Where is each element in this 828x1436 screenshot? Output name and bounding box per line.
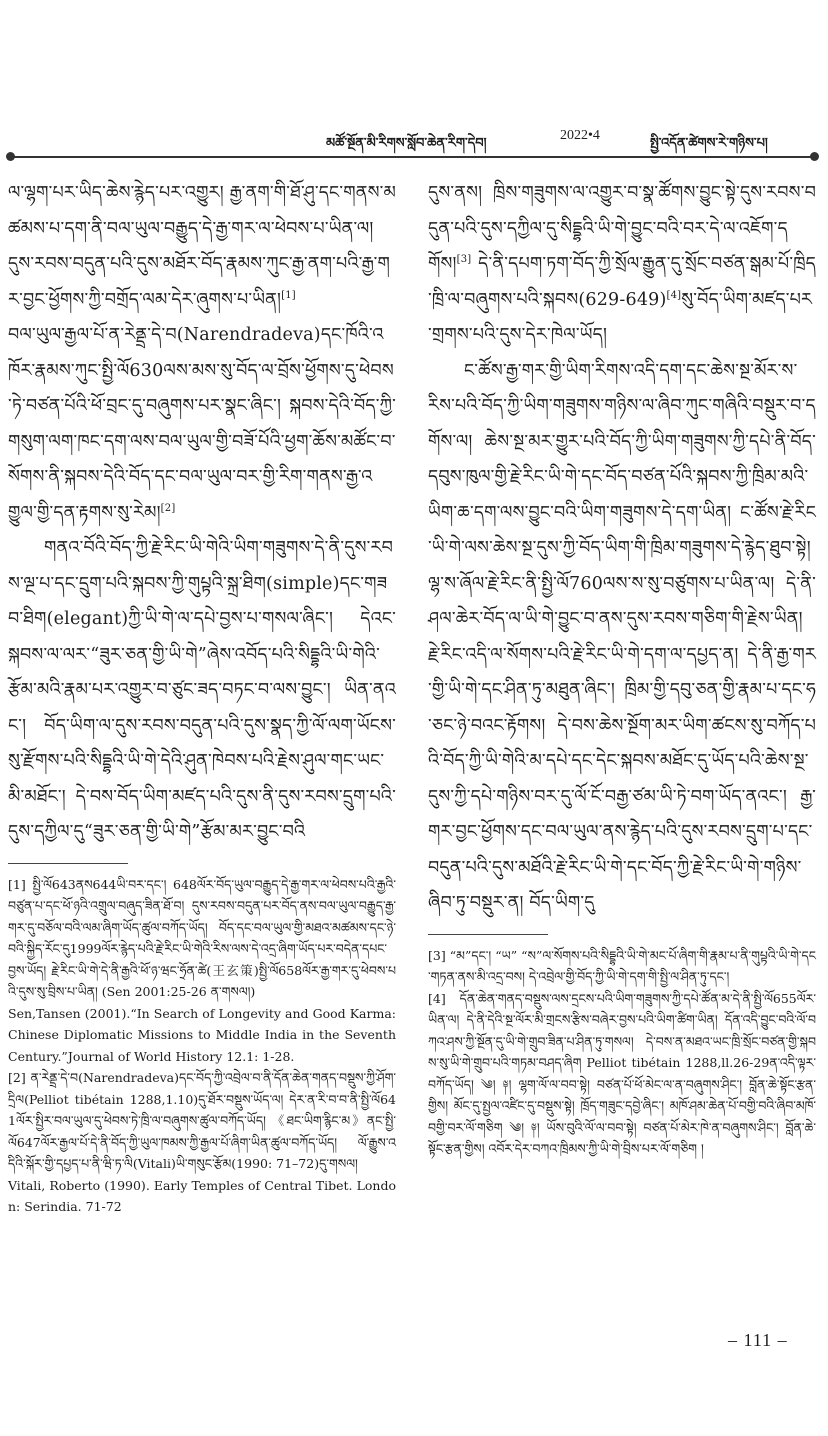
footnote-text: སྤྱི་ལོ643ནས644ཡི་བར་དང་། 648ལོར་བོད་ཡུལ་བརྒྱུད་དེ་རྒྱ་གར་ལ་ཕེབས་པའི་རྒྱའི་བཙུན་པ་དང་ཕོ་ཉའི་འགྲུལ་བཞུད་ཟིན་ཐོ་བ། དུས་རབས་བདུན་པར་བོད་ནས་བལ་ཡུལ་བརྒྱུད་རྒྱ་གར་དུ་བཅོལ་བའི་ལམ་ཞིག་ཡོད་ཚུལ་བཀོད་ཡོད། བོད་དང་བལ་ཡུལ་གྱི་མཐའ་མཚམས་དང་ཉེ་བའི་སྐྱིད་རོང་དུ1999ལོར་རྙེད་པའི་རྗེ་རིང་ཡི་གེའི་རིས་ལས་དེ་འདྲ་ཞིག་ཡོད་པར་བདེན་དཔང་བྱས་ཡོད། རྗེ་རིང་ཡི་གེ་དེ་ནི་རྒྱའི་ཕོ་ཉ་ཝང་ཧྲོན་ཚེ(王玄策)སྤྱི་ལོ658ལོར་རྒྱ་གར་དུ་ཕེབས་པའི་དུས་སུ་བྲིས་པ་ཡིན། (Sen 2001:25-26 ན་གསལ།) [8,876,396,999]
paragraph-text: དེ་ནི་དཔག་ཏག་བོད་ཀྱི་སྲོལ་རྒྱུན་དུ་སྲོང་བཙན་སྒམ་པོ་ཁྲིད་ཁྲི་ལ་བཞུགས་པའི་སྐབས(629-649) [428,254,816,310]
issue-number: 2022•4 [560,128,600,143]
footnote-number: [1] [8,876,26,892]
footnote-ref: [1] [281,289,296,301]
right-paragraph-1 [428,176,816,354]
footnote-ref: [2] [160,502,176,514]
footnote-number: [2] [8,1070,26,1085]
footnote-3 [428,945,816,988]
left-paragraph-1 [8,176,396,318]
left-column [8,176,396,1218]
right-paragraph-2: ང་ཚོས་རྒྱ་གར་གྱི་ཡིག་རིགས་འདི་དག་དང་ཆེས་སྔ་མོར་ས་རིས་པའི་བོད་ཀྱི་ཡིག་གཟུགས་གཉིས་ལ་ཞིབ་ཀུང་གཞིའི་བསྡུར་བ་དགོས་ལ། ཆེས་སྔ་མར་གྱུར་པའི་བོད་ཀྱི་ཡིག་གཟུགས་ཀྱི་དཔེ་ནི་བོད་དབུས་ཁུལ་གྱི་རྗེ་རིང་ཡི་གེ་དང་བོད་བཙན་པོའི་སྐབས་ཀྱི་ཁྲིམ་མའི་ཡིག་ཆ་དག་ལས་བྱུང་བའི་ཡིག་གཟུགས་དེ་དག་ཡིན། ང་ཚོས་རྗེ་རིང་ཡི་གེ་ལས་ཆེས་སྔ་དུས་ཀྱི་བོད་ཡིག་གི་ཁྲིམ་གཟུགས་དེ་རྙེད་ཐུབ་སྟེ། ལྷ་ས་ཞོལ་རྗེ་རིང་ནི་སྤྱི་ལོ760ལས་ས་སུ་བཙུགས་པ་ཡིན་ལ། དེ་ནི་ཤལ་ཆེར་བོད་ལ་ཡི་གེ་བྱུང་བ་ནས་དུས་རབས་གཅིག་གི་རྗེས་ཡིན། རྗེ་རིང་འདི་ལ་སོགས་པའི་རྗེ་རིང་ཡི་གེ་དག་ལ་དཔྱད་ན། དེ་ནི་རྒྱ་གར་གྱི་ཡི་གེ་དང་ཤིན་ཏུ་མཐུན་ཞིང་། ཁྲིམ་གྱི་དབུ་ཅན་གྱི་རྣམ་པ་དང་ཧ་ཅང་ཉེ་བའང་རྟོགས། དེ་བས་ཆེས་སྔོག་མར་ཡིག་ཚངས་སུ་བཀོད་པའི་བོད་ཀྱི་ཡི་གེའི་མ་དཔེ་དང་དེང་སྐབས་མཐོང་དུ་ཡོད་པའི་ཆེས་སྔ་དུས་ཀྱི་དཔེ་གཉིས་བར་དུ་ལོ་ངོ་བརྒྱ་ཙམ་ཡི་ཏེ་བག་ཡོད་ནའང་། རྒྱ་གར་བྱང་ཕྱོགས་དང་བལ་ཡུལ་ནས་རྙེད་པའི་དུས་རབས་དྲུག་པ་དང་བདུན་པའི་དུས་མཐོའི་རྗེ་རིང་ཡི་གེ་དང་བོད་ཀྱི་རྗེ་རིང་ཡི་གེ་གཉིས་ཞིབ་ཏུ་བསྡུར་ན། བོད་ཡིག་དུ [428,360,816,913]
footnote-text: “མ”དང་། “ཡ” “ས”ལ་སོགས་པའི་སིདྡྷའི་ཡི་གེ་མང་པོ་ཞིག་གི་རྣམ་པ་ནི་གུཔྟའི་ཡི་གེ་དང་གཏན་ནས་མི་འདྲ་བས། དེ་འབྲེལ་གྱི་བོད་ཀྱི་ཡི་གེ་དག་གི་སྤྱི་ལ་ཤིན་ཏུ་དང་། [428,947,816,984]
header-rule [10,156,816,158]
left-paragraph-2 [8,318,396,531]
rule-dot-left [6,152,15,161]
right-column [428,176,816,1160]
footnote-2-reference: Vitali, Roberto (1990). Early Temples of Central Tibet. London: Serindia. 71-72 [8,1177,396,1214]
journal-title: མཚོ་སྔོན་མི་རིགས་སློབ་ཆེན་རིག་དེབ། [326,136,487,151]
running-header [0,118,828,158]
footnote-4 [428,988,816,1160]
footnote-1 [8,874,396,1003]
footnote-1-reference: Sen,Tansen (2001).“In Search of Longevity and Good Karma: Chinese Diplomatic Missions to Middle India in the Seventh Century.”Journal of World History 12.1: 1-28. [8,1005,396,1064]
left-paragraph-3: གནའ་བོའི་བོད་ཀྱི་རྗེ་རིང་ཡི་གེའི་ཡིག་གཟུགས་དེ་ནི་དུས་རབས་ལྔ་པ་དང་དྲུག་པའི་སྐབས་ཀྱི་གུཔྟའི་སྐྲ་ཐིག(simple)དང་གཟབ་ཐིག(elegant)ཀྱི་ཡི་གེ་ལ་དཔེ་བྱས་པ་གསལ་ཞིང་། དེའང་སྐབས་ལ་ལར་“ཟུར་ཅན་གྱི་ཡི་གེ”ཞེས་འབོད་པའི་སིདྡྷའི་ཡི་གེའི་རྩོམ་མའི་རྣམ་པར་འགྱུར་བ་ཙུང་ཟད་བཏང་བ་ལས་བྱུང་། ཡིན་ནའང་། བོད་ཡིག་ལ་དུས་རབས་བདུན་པའི་དུས་སྣད་ཀྱི་ལོ་ལག་ཡོངས་སུ་རྫོགས་པའི་སིདྡྷའི་ཡི་གེ་དེའི་ཤུན་ཁེབས་པའི་རྗེས་ཤུལ་གང་ཡང་མི་མཐོང་། དེ་བས་བོད་ཡིག་མཛད་པའི་དུས་ནི་དུས་རབས་དྲུག་པའི་དུས་དཀྱིལ་དུ“ཟུར་ཅན་གྱི་ཡི་གེ”རྩོམ་མར་བྱུང་བའི [8,538,396,842]
footnote-rule [8,863,128,864]
footnote-text: ན་རེནྡྲ་དེ་བ(Narendradeva)དང་བོད་ཀྱི་འབྲེལ་བ་ནི་དོན་ཆེན་གནད་བསྡུས་ཀྱི་ཤོག་དྲིལ(Pelliot tibétain 1288,1.10)དུ་ཐོར་བསྡུས་ཡོད་ལ། དེར་ན་རི་བ་བ་ནི་སྤྱི་ལོ641ལོར་སྤྱིར་བལ་ཡུལ་དུ་ཕེབས་ཏེ་ཁྲི་ལ་བཞུགས་ཚུལ་བཀོད་ཡོད། 《ཐང་ཡིག་རྙིང་མ》ནང་སྤྱི་ལོ647ལོར་རྒྱལ་པོ་དེ་ནི་བོད་ཀྱི་ཡུལ་ཁམས་ཀྱི་རྒྱལ་པོ་ཞིག་ཡིན་ཚུལ་བཀོད་ཡོད། ལོ་རྒྱུས་འདིའི་སྐོར་གྱི་དཔྱད་པ་ནི་ཝི་ཏ་ལི(Vitali)ཡི་གསུང་རྩོམ(1990: 71–72)དུ་གསལ། [8,1070,396,1171]
paragraph-text: ལ་ལྷག་པར་ཡིད་ཆེས་རྙེད་པར་འགྱུར། རྒྱ་ནག་གི་ཐོ་ཤུ་དང་གནས་མཚམས་པ་དག་ནི་བལ་ཡུལ་བརྒྱུད་དེ་རྒྱ་གར་ལ་ཕེབས་པ་ཡིན་ལ། དུས་རབས་བདུན་པའི་དུས་མཐོར་བོད་རྣམས་ཀུང་རྒྱ་ནག་པའི་རྒྱ་གར་བྱང་ཕྱོགས་ཀྱི་བགྲོད་ལམ་དེར་ཞུགས་པ་ཡིན། [8,183,396,310]
footnote-number: [3] [428,947,446,963]
footnote-text: དོན་ཆེན་གནད་བསྡུས་ལས་དྲངས་པའི་ཡིག་གཟུགས་ཀྱི་དཔེ་ཚོན་མ་དེ་ནི་སྤྱི་ལོ655ལོར་ཡིན་ལ། དེ་ནི་དེའི་སྔ་ལོར་མི་གྲངས་རྩིས་བཞེར་བྱས་པའི་ཡིག་ཚིག་ཡིན། དོན་འདི་བྱུང་བའི་ལོ་བཀའ་ཤས་ཀྱི་སྔོན་དུ་ཡི་གེ་གྲུབ་ཟིན་པ་ཤིན་ཏུ་གསལ། དེ་བས་ན་མཐའ་ཡང་ཁྲི་སྲོང་བཙན་གྱི་སྐབས་སུ་ཡི་གེ་གྲུབ་པའི་གཏམ་བཤད་ཞིག Pelliot tibétain 1288,ll.26-29ན་འདི་ལྟར་བཀོད་ཡོད། ༄། ༈། ལྷག་ལོ་ལ་བབ་སྟེ། བཙན་པོ་ཕོ་མེང་ལ་ན་བཞུགས་ཤིང་། བློན་ཆེ་སྟོང་རྩན་གྱིས། མོང་དུ་སྤྱལ་འཛིང་དུ་བསྡུས་སྟེ། ཁྲོད་གཟུང་དབྱེ་ཞིང་། མཁོ་ཤམ་ཆེན་པོ་བགྱི་བའི་ཞིབ་མཁོ་བགྱི་བར་ལོ་གཅིག ༄། ༈། ཡོས་བུའི་ལོ་ལ་བབ་སྟེ། བཙན་པོ་མེར་ཁེ་ན་བཞུགས་ཤིང་། བློན་ཆེ་སྟོང་རྩན་གྱིས། འབོར་དེར་བཀའ་ཁྲིམས་ཀྱི་ཡི་གེ་བྲིས་པར་ལོ་གཅིག ། [428,990,816,1156]
page-number: – 111 – [728,1330,788,1350]
paragraph-text: སུ་བོད་ཡིག་མཛད་པར་གྲགས་པའི་དུས་དེར་ཁེལ་ཡོད། [428,289,813,345]
paragraph-text: བལ་ཡུལ་རྒྱལ་པོ་ན་རེནྡྲ་དེ་བ(Narendradeva)དང་ཁོའི་འཁོར་རྣམས་ཀུང་སྤྱི་ལོ630ལས་མས་སུ་བོད་ལ་བྲོས་ཕྱོགས་དུ་ཕེབས་ཏེ་བཙན་པོའི་ཕོ་བྲང་དུ་བཞུགས་པར་སྣང་ཞིང་། སྐབས་དེའི་བོད་ཀྱི་གསུག་ལག་ཁང་དག་ལས་བལ་ཡུལ་གྱི་བཟོ་པོའི་ཕྱག་ཆོས་མཚོང་བ་སོགས་ནི་སྐབས་དེའི་བོད་དང་བལ་ཡུལ་བར་གྱི་རིག་གནས་རྒྱ་འགྱུལ་གྱི་དན་རྟགས་སུ་རེམ། [8,325,396,523]
footnote-rule [428,934,548,935]
paragraph-text: དུས་ནས། ཁྲིས་གཟུགས་ལ་འགྱུར་བ་སྣ་ཚོགས་བྱུང་སྟེ་དུས་རབས་བདུན་པའི་དུས་དཀྱིལ་དུ་སིདྡྷའི་ཡི་གེ་བྱུང་བའི་བར་དེ་ལ་འཇོག་དགོས། [428,183,816,274]
section-label: སྤྱི་འདོན་ཚེགས་རེ་གཉིས་པ། [650,136,768,151]
rule-dot-right [810,152,819,161]
footnote-ref: [3] [456,254,472,266]
footnote-2 [8,1067,396,1175]
footnote-ref: [4] [666,289,682,301]
footnote-number: [4] [428,990,446,1006]
